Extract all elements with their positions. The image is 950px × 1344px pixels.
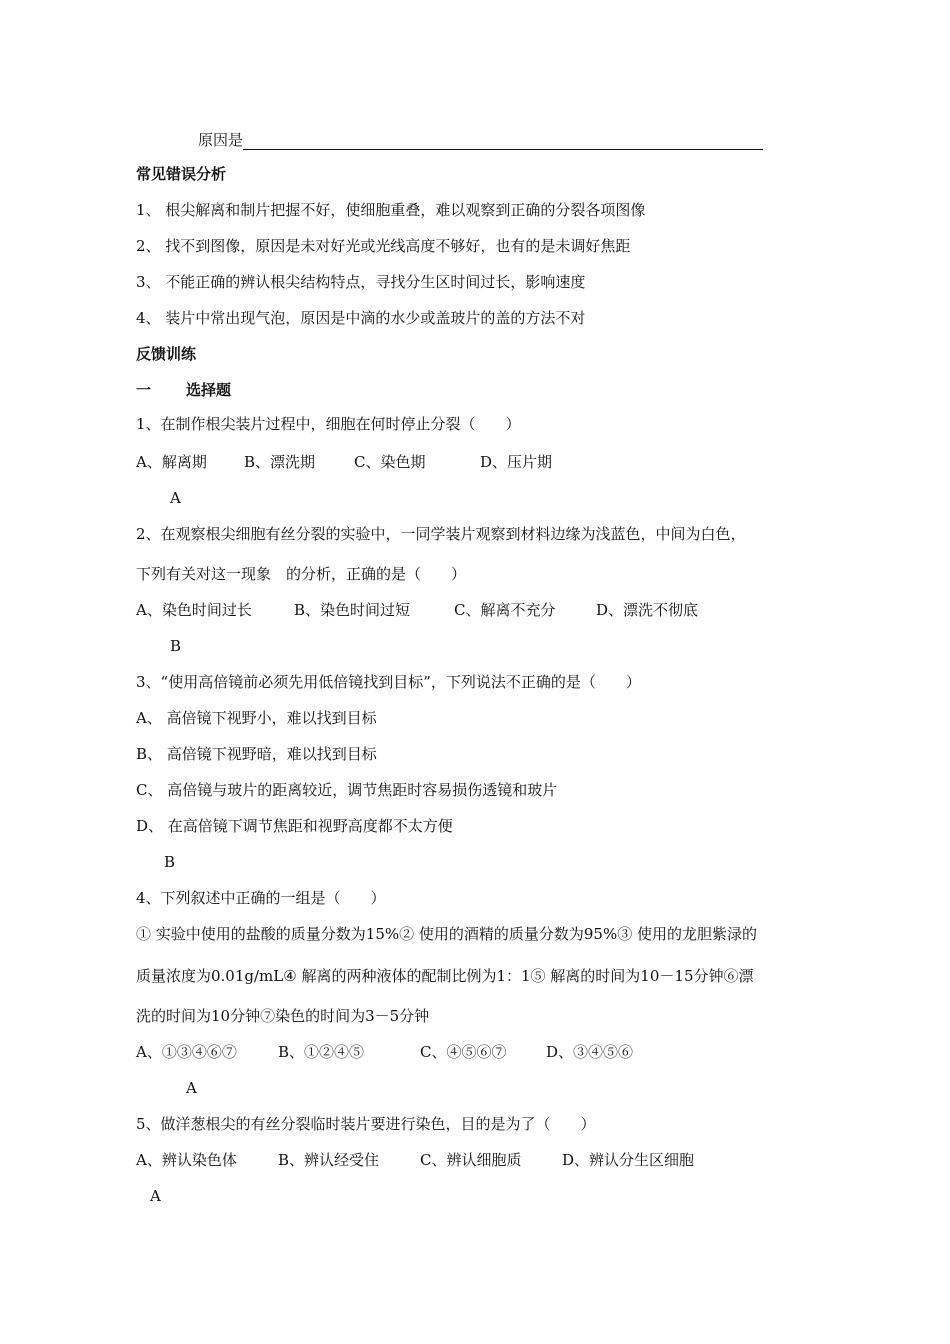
- question-stem: 5、做洋葱根尖的有丝分裂临时装片要进行染色，目的是为了（ ）: [136, 1115, 596, 1133]
- answer: B: [164, 853, 176, 871]
- option-c: C、④⑤⑥⑦: [420, 1043, 507, 1061]
- feedback-heading: 反馈训练: [136, 345, 197, 363]
- common-errors-heading: 常见错误分析: [136, 165, 227, 183]
- option-d: D、漂洗不彻底: [596, 601, 699, 619]
- question-stem-continued: 下列有关对这一现象 的分析，正确的是（ ）: [136, 565, 467, 583]
- question-stem: 1、在制作根尖装片过程中，细胞在何时停止分裂（ ）: [136, 415, 521, 433]
- question-stem: 2、在观察根尖细胞有丝分裂的实验中，一同学装片观察到材料边缘为浅蓝色，中间为白色，: [136, 525, 746, 543]
- question-stem: 3、“使用高倍镜前必须先用低倍镜找到目标”，下列说法不正确的是（ ）: [136, 673, 641, 691]
- option-c: C、辨认细胞质: [420, 1151, 522, 1169]
- option-d: D、辨认分生区细胞: [562, 1151, 695, 1169]
- error-item: 4、 装片中常出现气泡，原因是中滴的水少或盖玻片的盖的方法不对: [136, 309, 586, 327]
- option-a: A、解离期: [136, 453, 207, 471]
- question-statement-line: ① 实验中使用的盐酸的质量分数为15%② 使用的酒精的质量分数为95%③ 使用的龙胆紫渌的: [136, 925, 757, 943]
- error-item: 1、 根尖解离和制片把握不好，使细胞重叠，难以观察到正确的分裂各项图像: [136, 201, 646, 219]
- answer: A: [186, 1079, 197, 1097]
- option-d: D、③④⑤⑥: [546, 1043, 634, 1061]
- answer: A: [150, 1187, 161, 1205]
- question-statement-line: 质量浓度为0.01g/mL④ 解离的两种液体的配制比例为1：1⑤ 解离的时间为10－15分钟⑥漂: [136, 967, 754, 985]
- answer: A: [170, 489, 181, 507]
- section-heading: [136, 380, 232, 400]
- option-d: D、 在高倍镜下调节焦距和视野高度都不太方便: [136, 817, 453, 835]
- option-b: B、①②④⑤: [278, 1043, 365, 1061]
- section-label: 一: [136, 381, 152, 399]
- option-d: D、压片期: [480, 453, 553, 471]
- question-statement-line: 洗的时间为10分钟⑦染色的时间为3－5分钟: [136, 1007, 430, 1025]
- section-title: 选择题: [186, 381, 232, 399]
- answer-blank[interactable]: [243, 133, 763, 150]
- option-c: C、 高倍镜与玻片的距离较近，调节焦距时容易损伤透镜和玻片: [136, 781, 558, 799]
- error-item: 3、 不能正确的辨认根尖结构特点，寻找分生区时间过长，影响速度: [136, 273, 586, 291]
- option-a: A、 高倍镜下视野小，难以找到目标: [136, 709, 377, 727]
- answer: B: [170, 637, 182, 655]
- option-a: A、染色时间过长: [136, 601, 252, 619]
- option-b: B、漂洗期: [244, 453, 316, 471]
- option-b: B、染色时间过短: [294, 601, 411, 619]
- reason-prefix: 原因是: [198, 131, 244, 149]
- option-b: B、辨认经受住: [278, 1151, 380, 1169]
- option-b: B、 高倍镜下视野暗，难以找到目标: [136, 745, 377, 763]
- error-item: 2、 找不到图像，原因是未对好光或光线高度不够好，也有的是未调好焦距: [136, 237, 631, 255]
- reason-line: [198, 130, 763, 150]
- question-stem: 4、下列叙述中正确的一组是（ ）: [136, 889, 386, 907]
- option-c: C、染色期: [354, 453, 426, 471]
- option-c: C、解离不充分: [454, 601, 556, 619]
- option-a: A、辨认染色体: [136, 1151, 237, 1169]
- option-a: A、①③④⑥⑦: [136, 1043, 237, 1061]
